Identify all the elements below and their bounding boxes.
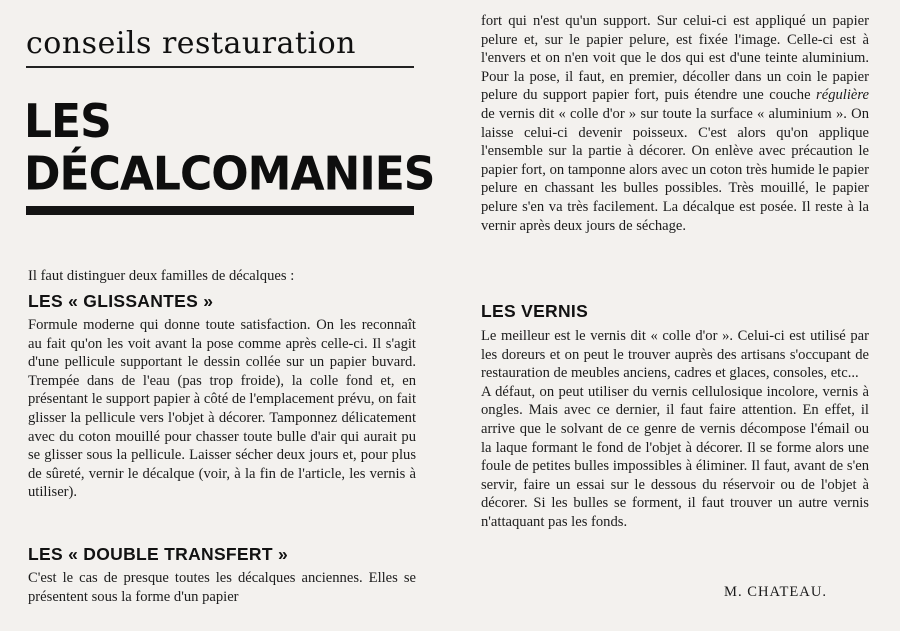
article-headline	[24, 96, 434, 201]
vernis-para-1: Le meilleur est le vernis dit « colle d'or ». Celui-ci est utilisé par les doreurs et on peut le trouver auprès des artisans s'occupant de restauration de meubles anciens, cadres et glaces, consoles, etc...	[481, 328, 869, 382]
headline-line-1: LES	[24, 94, 111, 149]
double-transfert-continuation	[481, 12, 869, 235]
cont-emphasis: régulière	[816, 87, 869, 104]
double-transfert-body-cont	[481, 12, 869, 235]
kicker-rule	[26, 66, 414, 68]
cont-text-a: fort qui n'est qu'un support. Sur celui-ci est appliqué un papier pelure et, sur le papier pelure, est fixée l'image. Celle-ci est à l'envers et on n'en voit que le dos qui est d'une teinte aluminium. Pour la pose, il faut, en premier, décoller dans un coin le papier pelure du support papier fort, puis étendre une couche	[481, 13, 869, 104]
author-signature: M. CHATEAU.	[724, 584, 828, 600]
vernis-para-2: A défaut, on peut utiliser du vernis cellulosique incolore, vernis à ongles. Mais avec ce dernier, il faut faire attention. En effet, il arrive que le solvant de ce genre de vernis décompose l'émail ou la laque formant le fond de l'objet à décorer. Il se forme alors une foule de petites bulles impossibles à éliminer. Il faut, avant de s'en servir, faire un essai sur le dessous du réservoir ou de l'objet à décorer. Si les bulles se forment, il faut trouver un autre vernis n'attaquant pas les fonds.	[481, 383, 869, 530]
double-transfert-section	[28, 569, 416, 606]
intro-text: Il faut distinguer deux familles de décalques :	[28, 268, 295, 284]
double-transfert-body-start: C'est le cas de presque toutes les décalques anciennes. Elles se présentent sous la forme d'un papier	[28, 570, 416, 605]
glissantes-heading: LES « GLISSANTES »	[28, 291, 214, 311]
section-kicker: conseils restauration	[26, 26, 356, 61]
double-transfert-heading: LES « DOUBLE TRANSFERT »	[28, 544, 289, 564]
vernis-section	[481, 327, 869, 532]
glissantes-section	[28, 316, 416, 502]
cont-text-b: de vernis dit « colle d'or » sur toute la surface « aluminium ». On laisse celui-ci devenir poisseux. C'est alors qu'on applique l'ensemble sur la partie à décorer. On enlève avec précaution le papier fort, on tamponne alors avec un coton très humide le papier pelure en chassant les bulles possibles. Très mouillé, le papier pelure s'en va très facilement. La décalque est posée. Il reste à la vernir après deux jours de séchage.	[481, 105, 869, 234]
vernis-heading: LES VERNIS	[481, 301, 589, 321]
headline-line-2: DÉCALCOMANIES	[24, 147, 435, 201]
headline-rule	[26, 206, 414, 215]
glissantes-body: Formule moderne qui donne toute satisfaction. On les reconnaît au fait qu'on les voit avant la pose comme après celle-ci. Il s'agit d'une pellicule supportant le dessin collée sur un papier buvard. Trempée dans de l'eau (pas trop froide), la colle fond et, en présentant le support papier à côté de l'emplacement prévu, on fait glisser la pellicule vers l'objet à décorer. Tamponnez délicatement avec du coton mouillé pour chasser toute bulle d'air qui aurait pu se glisser sous la pellicule. Laisser sécher deux jours et, pour plus de sûreté, vernir le décalque (voir, à la fin de l'article, les vernis à utiliser).	[28, 317, 416, 501]
